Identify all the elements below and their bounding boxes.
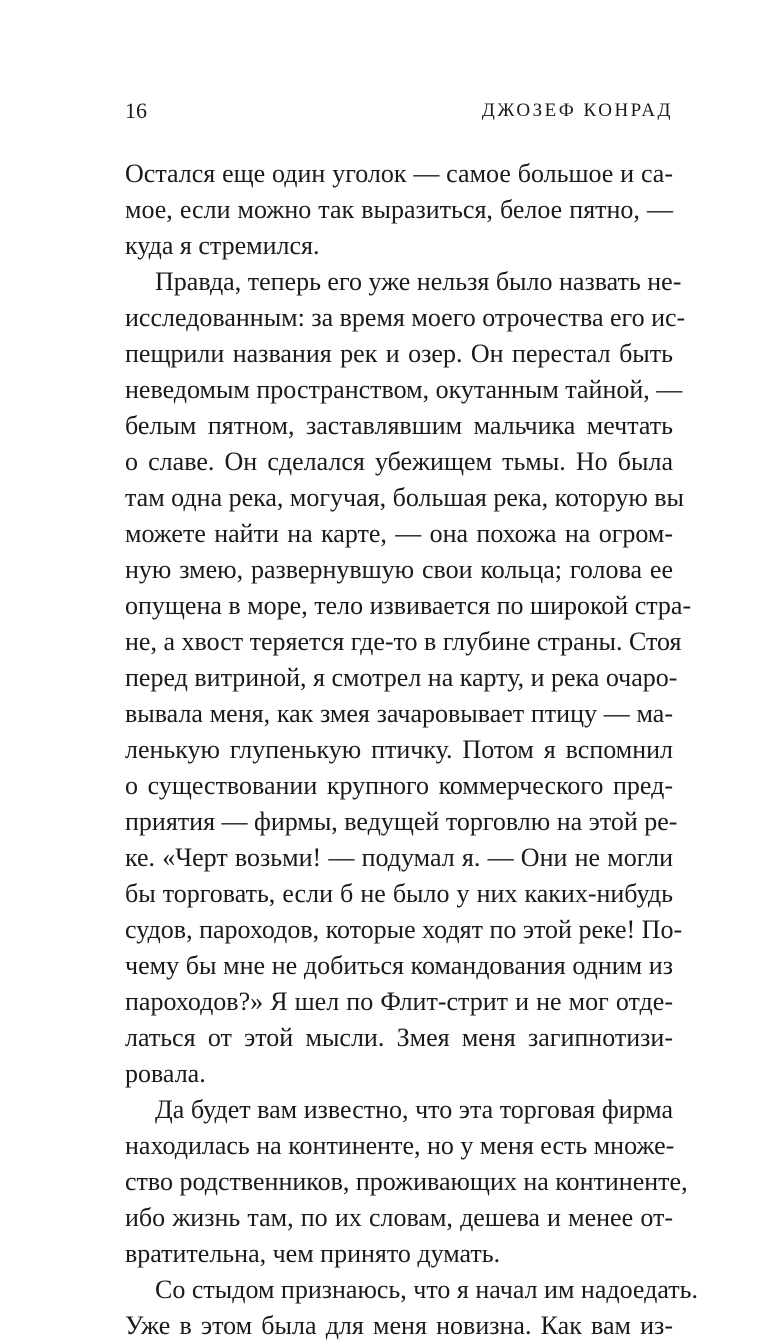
text-line: латься от этой мысли. Змея меня загипнотизи- <box>125 1023 673 1052</box>
text-line: ке. «Черт возьми! — подумал я. — Они не могли <box>125 843 673 872</box>
running-head <box>125 96 673 126</box>
text-line: опущена в море, тело извивается по широкой стра- <box>125 591 692 620</box>
text-line: ленькую глупенькую птичку. Потом я вспомнил <box>125 735 673 764</box>
text-line: о славе. Он сделался убежищем тьмы. Но была <box>125 447 673 476</box>
text-line: вратительна, чем принято думать. <box>125 1239 501 1268</box>
text-line: пещрили названия рек и озер. Он перестал быть <box>125 339 673 368</box>
text-line: о существовании крупного коммерческого пред- <box>125 771 673 800</box>
text-line: Остался еще один уголок — самое большое и са- <box>125 159 673 188</box>
text-line: Да будет вам известно, что эта торговая фирма <box>155 1095 673 1124</box>
text-line: мое, если можно так выразиться, белое пятно, — <box>125 195 673 224</box>
text-line: куда я стремился. <box>125 231 320 260</box>
text-line: белым пятном, заставлявшим мальчика мечтать <box>125 411 673 440</box>
text-line: пароходов?» Я шел по Флит-стрит и не мог отде- <box>125 987 673 1016</box>
text-line: ибо жизнь там, по их словам, дешева и менее от- <box>125 1203 673 1232</box>
text-line: ство родственников, проживающих на континенте, <box>125 1167 688 1196</box>
paragraph <box>125 1092 688 1272</box>
paragraph <box>125 1272 698 1344</box>
text-line: ровала. <box>125 1059 206 1088</box>
text-line: не, а хвост теряется где-то в глубине страны. Стоя <box>125 627 682 656</box>
paragraph <box>125 156 673 264</box>
paragraph <box>125 264 692 1092</box>
text-line: судов, пароходов, которые ходят по этой реке! По- <box>125 915 683 944</box>
text-line: чему бы мне не добиться командования одним из <box>125 951 673 980</box>
page-number: 16 <box>125 98 147 123</box>
text-line: исследованным: за время моего отрочества его ис- <box>125 303 686 332</box>
text-line: Уже в этом была для меня новизна. Как вам из- <box>125 1311 673 1340</box>
text-line: перед витриной, я смотрел на карту, и река очаро- <box>125 663 678 692</box>
text-line: Правда, теперь его уже нельзя было назвать не- <box>155 267 682 296</box>
text-line: ную змею, развернувшую свои кольца; голова ее <box>125 555 673 584</box>
text-line: приятия — фирмы, ведущей торговлю на этой ре- <box>125 807 678 836</box>
text-line: находилась на континенте, но у меня есть множе- <box>125 1131 675 1160</box>
text-line: бы торговать, если б не было у них каких-нибудь <box>125 879 673 908</box>
text-line: там одна река, могучая, большая река, которую вы <box>125 483 684 512</box>
text-line: можете найти на карте, — она похожа на огром- <box>125 519 673 548</box>
running-head-title: ДЖОЗЕФ КОНРАД <box>481 100 673 121</box>
text-line: Со стыдом признаюсь, что я начал им надоедать. <box>155 1275 698 1304</box>
body-text <box>125 156 698 1344</box>
text-line: вывала меня, как змея зачаровывает птицу — ма- <box>125 699 673 728</box>
text-line: неведомым пространством, окутанным тайной, — <box>125 375 683 404</box>
